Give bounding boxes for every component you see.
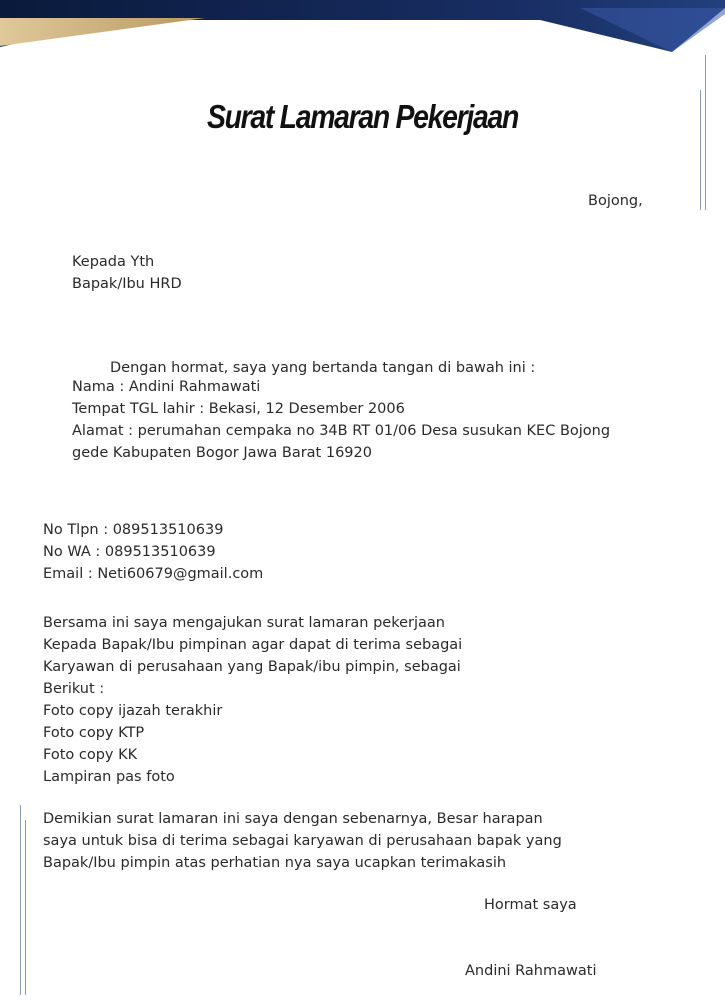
identity-line: Tempat TGL lahir : Bekasi, 12 Desember 2006 xyxy=(72,401,405,417)
closing-block xyxy=(43,808,562,874)
right-rule-inner xyxy=(700,90,701,210)
contact-line: No WA : 089513510639 xyxy=(43,544,216,560)
recipient-block xyxy=(72,251,182,295)
closing-line: Bapak/Ibu pimpin atas perhatian nya saya ucapkan terimakasih xyxy=(43,855,507,871)
attachment-item: Foto copy ijazah terakhir xyxy=(43,703,223,719)
opening-line: Dengan hormat, saya yang bertanda tangan di bawah ini : xyxy=(110,360,536,376)
application-line: Kepada Bapak/Ibu pimpinan agar dapat di terima sebagai xyxy=(43,637,463,653)
identity-line: Alamat : perumahan cempaka no 34B RT 01/06 Desa susukan KEC Bojong xyxy=(72,423,611,439)
left-rule-inner xyxy=(25,820,26,995)
attachment-item: Foto copy KTP xyxy=(43,725,145,741)
closing-line: Demikian surat lamaran ini saya dengan sebenarnya, Besar harapan xyxy=(43,811,543,827)
application-line: Bersama ini saya mengajukan surat lamaran pekerjaan xyxy=(43,615,445,631)
attachment-item: Foto copy KK xyxy=(43,747,138,763)
left-rule-outer xyxy=(20,805,21,995)
letter-title: Surat Lamaran Pekerjaan xyxy=(206,98,519,135)
attachment-item: Lampiran pas foto xyxy=(43,769,175,785)
signature-name: Andini Rahmawati xyxy=(465,963,597,979)
contact-line: No Tlpn : 089513510639 xyxy=(43,522,224,538)
header-banner xyxy=(0,0,725,60)
recipient-line: Kepada Yth xyxy=(72,254,155,270)
identity-line: gede Kabupaten Bogor Jawa Barat 16920 xyxy=(72,445,372,461)
identity-line: Nama : Andini Rahmawati xyxy=(72,379,261,395)
application-line: Berikut : xyxy=(43,681,105,697)
application-block xyxy=(43,612,462,788)
right-rule-outer xyxy=(705,55,706,210)
recipient-line: Bapak/Ibu HRD xyxy=(72,276,182,292)
application-line: Karyawan di perusahaan yang Bapak/ibu pimpin, sebagai xyxy=(43,659,461,675)
identity-block xyxy=(72,376,610,464)
contact-block xyxy=(43,519,263,585)
letter-place: Bojong, xyxy=(588,193,643,209)
sign-off: Hormat saya xyxy=(484,897,577,913)
contact-line: Email : Neti60679@gmail.com xyxy=(43,566,264,582)
closing-line: saya untuk bisa di terima sebagai karyawan di perusahaan bapak yang xyxy=(43,833,562,849)
